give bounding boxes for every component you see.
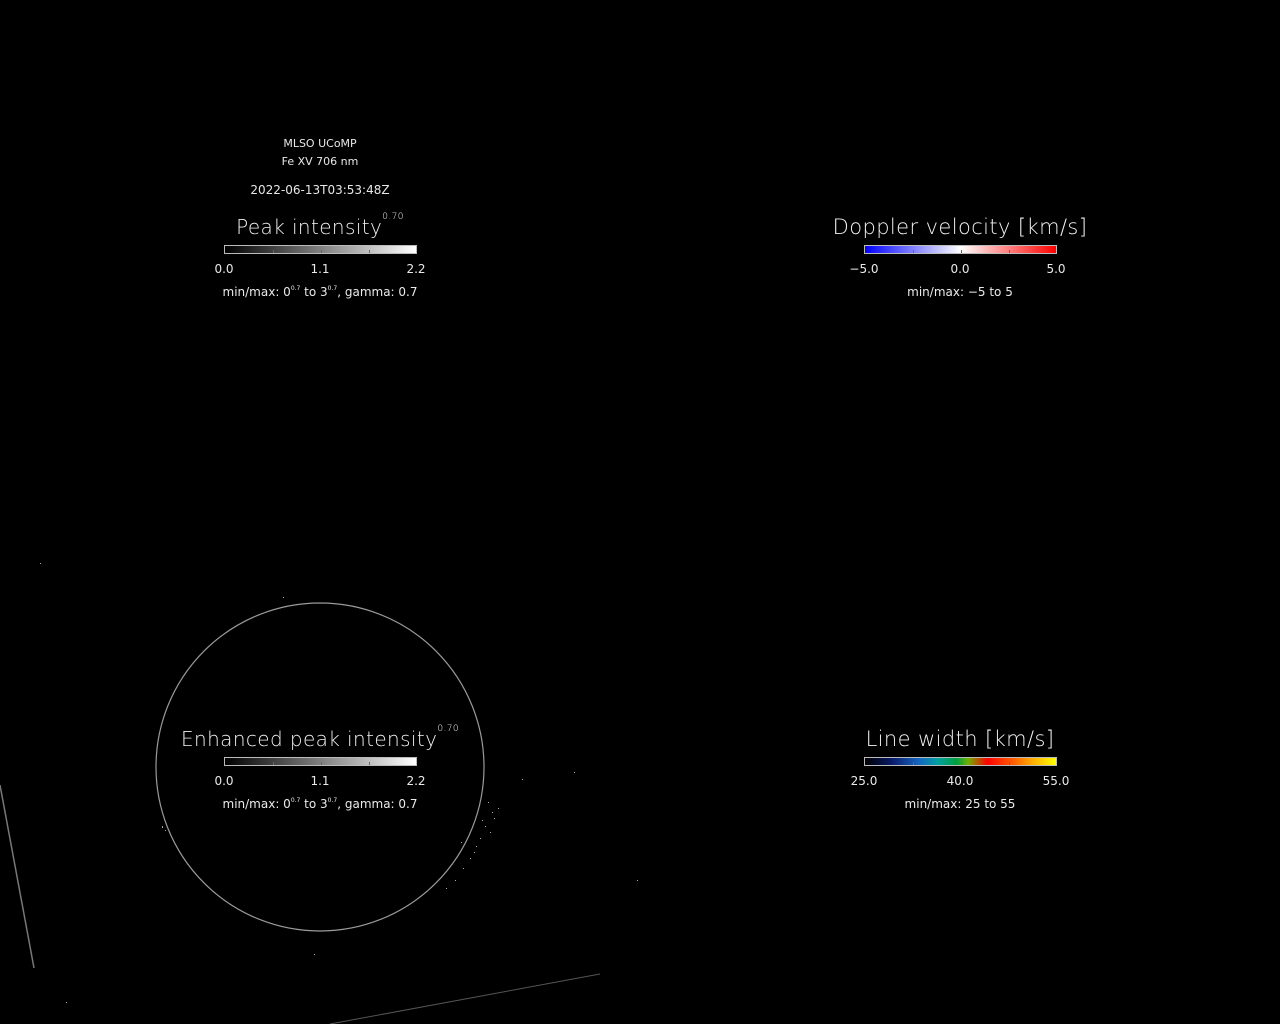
spectral-line-label: Fe XV 706 nm: [281, 155, 359, 168]
doppler-tick-min: −5.0: [849, 262, 879, 276]
enhanced-intensity-minmax: [223, 797, 418, 811]
doppler-minmax: min/max: −5 to 5: [907, 285, 1013, 299]
peak-intensity-tick-max: 2.2: [406, 262, 426, 276]
field-edge-left: [0, 785, 34, 968]
minmax-prefix: min/max: 0: [222, 797, 291, 811]
enhanced-tick-max: 2.2: [406, 774, 426, 788]
observatory-label: MLSO UCoMP: [283, 137, 357, 150]
enhanced-title-text: Enhanced peak intensity: [180, 727, 438, 751]
doppler-tick-mid: 0.0: [950, 262, 970, 276]
minmax-suffix: , gamma: 0.7: [337, 797, 418, 811]
line-width-colorbar: [864, 757, 1057, 766]
minmax-mid: to 3: [300, 285, 328, 299]
line-width-title: Line width [km/s]: [865, 727, 1055, 751]
minmax-exp2: 0.7: [327, 797, 338, 804]
corona-noise: [40, 563, 638, 1003]
enhanced-tick-mid: 1.1: [310, 774, 330, 788]
enhanced-title-exponent: 0.70: [437, 724, 460, 734]
minmax-exp2: 0.7: [327, 285, 338, 292]
enhanced-peak-intensity-title: [180, 724, 460, 751]
doppler-velocity-title: Doppler velocity [km/s]: [832, 215, 1088, 239]
doppler-tick-max: 5.0: [1046, 262, 1066, 276]
minmax-mid: to 3: [300, 797, 328, 811]
minmax-exp1: 0.7: [290, 285, 301, 292]
line-width-tick-min: 25.0: [850, 774, 878, 788]
field-edge-bottom: [330, 974, 600, 1024]
line-width-tick-max: 55.0: [1042, 774, 1070, 788]
timestamp-label: 2022-06-13T03:53:48Z: [250, 183, 390, 197]
enhanced-intensity-colorbar: [224, 757, 417, 766]
peak-intensity-tick-min: 0.0: [214, 262, 234, 276]
enhanced-tick-min: 0.0: [214, 774, 234, 788]
peak-intensity-title-text: Peak intensity: [236, 215, 383, 239]
peak-intensity-title-exponent: 0.70: [382, 212, 404, 222]
line-width-tick-mid: 40.0: [946, 774, 974, 788]
minmax-prefix: min/max: 0: [222, 285, 291, 299]
minmax-suffix: , gamma: 0.7: [337, 285, 418, 299]
line-width-minmax: min/max: 25 to 55: [904, 797, 1016, 811]
peak-intensity-tick-mid: 1.1: [310, 262, 330, 276]
minmax-exp1: 0.7: [290, 797, 301, 804]
occulter-ring: [156, 603, 484, 931]
